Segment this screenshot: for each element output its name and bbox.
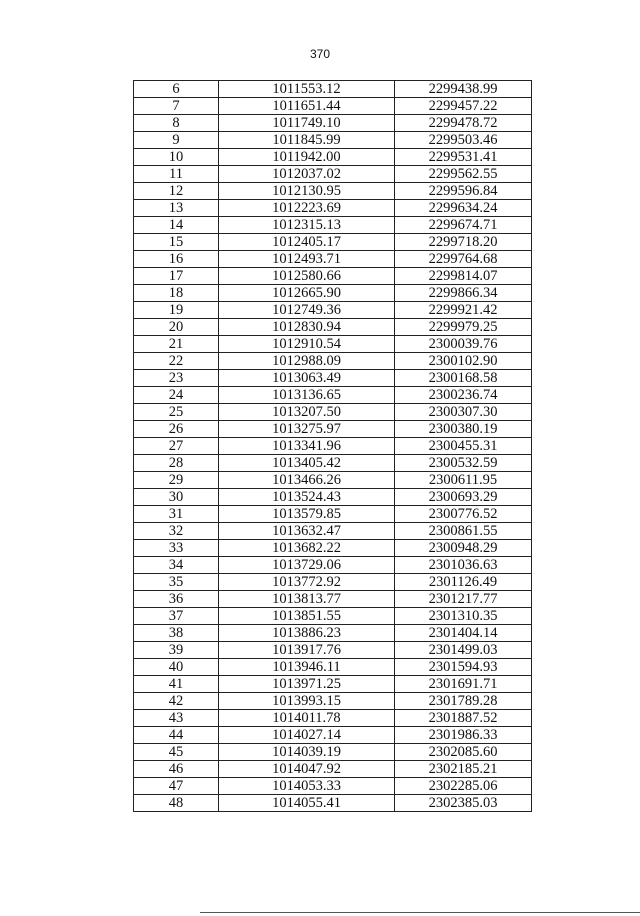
x-coordinate-cell: 1012830.94 xyxy=(219,319,395,336)
x-coordinate-cell: 1012493.71 xyxy=(219,251,395,268)
point-number-cell: 21 xyxy=(134,336,219,353)
y-coordinate-cell: 2299718.20 xyxy=(395,234,532,251)
table-row xyxy=(134,217,532,234)
y-coordinate-cell: 2299562.55 xyxy=(395,166,532,183)
x-coordinate-cell: 1011845.99 xyxy=(219,132,395,149)
point-number-cell: 6 xyxy=(134,81,219,98)
y-coordinate-cell: 2299531.41 xyxy=(395,149,532,166)
x-coordinate-cell: 1013946.11 xyxy=(219,659,395,676)
x-coordinate-cell: 1013207.50 xyxy=(219,404,395,421)
point-number-cell: 31 xyxy=(134,506,219,523)
x-coordinate-cell: 1012988.09 xyxy=(219,353,395,370)
y-coordinate-cell: 2300861.55 xyxy=(395,523,532,540)
table-row xyxy=(134,472,532,489)
coordinates-table xyxy=(133,80,532,812)
table-row xyxy=(134,132,532,149)
table-row xyxy=(134,506,532,523)
point-number-cell: 25 xyxy=(134,404,219,421)
point-number-cell: 26 xyxy=(134,421,219,438)
y-coordinate-cell: 2301310.35 xyxy=(395,608,532,625)
point-number-cell: 30 xyxy=(134,489,219,506)
y-coordinate-cell: 2299457.22 xyxy=(395,98,532,115)
y-coordinate-cell: 2300532.59 xyxy=(395,455,532,472)
table-row xyxy=(134,625,532,642)
y-coordinate-cell: 2301036.63 xyxy=(395,557,532,574)
point-number-cell: 36 xyxy=(134,591,219,608)
table-row xyxy=(134,761,532,778)
y-coordinate-cell: 2301126.49 xyxy=(395,574,532,591)
table-row xyxy=(134,727,532,744)
x-coordinate-cell: 1013579.85 xyxy=(219,506,395,523)
y-coordinate-cell: 2299814.07 xyxy=(395,268,532,285)
table-row xyxy=(134,200,532,217)
table-row xyxy=(134,438,532,455)
point-number-cell: 40 xyxy=(134,659,219,676)
point-number-cell: 29 xyxy=(134,472,219,489)
y-coordinate-cell: 2299921.42 xyxy=(395,302,532,319)
point-number-cell: 18 xyxy=(134,285,219,302)
y-coordinate-cell: 2299596.84 xyxy=(395,183,532,200)
point-number-cell: 44 xyxy=(134,727,219,744)
point-number-cell: 20 xyxy=(134,319,219,336)
table-row xyxy=(134,455,532,472)
table-row xyxy=(134,353,532,370)
point-number-cell: 28 xyxy=(134,455,219,472)
x-coordinate-cell: 1014039.19 xyxy=(219,744,395,761)
table-row xyxy=(134,251,532,268)
table-row xyxy=(134,387,532,404)
point-number-cell: 42 xyxy=(134,693,219,710)
x-coordinate-cell: 1012223.69 xyxy=(219,200,395,217)
y-coordinate-cell: 2299634.24 xyxy=(395,200,532,217)
table-row xyxy=(134,268,532,285)
table-row xyxy=(134,540,532,557)
x-coordinate-cell: 1013063.49 xyxy=(219,370,395,387)
x-coordinate-cell: 1012315.13 xyxy=(219,217,395,234)
x-coordinate-cell: 1013632.47 xyxy=(219,523,395,540)
x-coordinate-cell: 1012130.95 xyxy=(219,183,395,200)
table-row xyxy=(134,98,532,115)
y-coordinate-cell: 2299979.25 xyxy=(395,319,532,336)
y-coordinate-cell: 2301404.14 xyxy=(395,625,532,642)
point-number-cell: 15 xyxy=(134,234,219,251)
x-coordinate-cell: 1013886.23 xyxy=(219,625,395,642)
table-row xyxy=(134,574,532,591)
table-row xyxy=(134,710,532,727)
x-coordinate-cell: 1012749.36 xyxy=(219,302,395,319)
y-coordinate-cell: 2301887.52 xyxy=(395,710,532,727)
y-coordinate-cell: 2301217.77 xyxy=(395,591,532,608)
y-coordinate-cell: 2299764.68 xyxy=(395,251,532,268)
x-coordinate-cell: 1014053.33 xyxy=(219,778,395,795)
table-row xyxy=(134,557,532,574)
table-row xyxy=(134,81,532,98)
point-number-cell: 7 xyxy=(134,98,219,115)
x-coordinate-cell: 1013341.96 xyxy=(219,438,395,455)
y-coordinate-cell: 2301499.03 xyxy=(395,642,532,659)
point-number-cell: 34 xyxy=(134,557,219,574)
table-row xyxy=(134,370,532,387)
x-coordinate-cell: 1013851.55 xyxy=(219,608,395,625)
table-row xyxy=(134,166,532,183)
y-coordinate-cell: 2300168.58 xyxy=(395,370,532,387)
point-number-cell: 11 xyxy=(134,166,219,183)
x-coordinate-cell: 1012580.66 xyxy=(219,268,395,285)
point-number-cell: 45 xyxy=(134,744,219,761)
point-number-cell: 33 xyxy=(134,540,219,557)
y-coordinate-cell: 2300948.29 xyxy=(395,540,532,557)
y-coordinate-cell: 2299478.72 xyxy=(395,115,532,132)
table-row xyxy=(134,778,532,795)
point-number-cell: 38 xyxy=(134,625,219,642)
point-number-cell: 48 xyxy=(134,795,219,812)
point-number-cell: 12 xyxy=(134,183,219,200)
point-number-cell: 16 xyxy=(134,251,219,268)
y-coordinate-cell: 2300693.29 xyxy=(395,489,532,506)
x-coordinate-cell: 1013971.25 xyxy=(219,676,395,693)
point-number-cell: 43 xyxy=(134,710,219,727)
x-coordinate-cell: 1014047.92 xyxy=(219,761,395,778)
y-coordinate-cell: 2302185.21 xyxy=(395,761,532,778)
point-number-cell: 24 xyxy=(134,387,219,404)
x-coordinate-cell: 1011553.12 xyxy=(219,81,395,98)
table-row xyxy=(134,404,532,421)
table-row xyxy=(134,336,532,353)
bottom-rule xyxy=(200,912,640,913)
x-coordinate-cell: 1013729.06 xyxy=(219,557,395,574)
y-coordinate-cell: 2300102.90 xyxy=(395,353,532,370)
point-number-cell: 32 xyxy=(134,523,219,540)
y-coordinate-cell: 2301691.71 xyxy=(395,676,532,693)
y-coordinate-cell: 2299674.71 xyxy=(395,217,532,234)
y-coordinate-cell: 2301986.33 xyxy=(395,727,532,744)
coordinates-table-body xyxy=(134,81,532,812)
x-coordinate-cell: 1013993.15 xyxy=(219,693,395,710)
y-coordinate-cell: 2302285.06 xyxy=(395,778,532,795)
y-coordinate-cell: 2299438.99 xyxy=(395,81,532,98)
y-coordinate-cell: 2299866.34 xyxy=(395,285,532,302)
page-number: 370 xyxy=(309,47,331,61)
point-number-cell: 39 xyxy=(134,642,219,659)
y-coordinate-cell: 2301789.28 xyxy=(395,693,532,710)
point-number-cell: 47 xyxy=(134,778,219,795)
point-number-cell: 22 xyxy=(134,353,219,370)
y-coordinate-cell: 2300611.95 xyxy=(395,472,532,489)
table-row xyxy=(134,608,532,625)
x-coordinate-cell: 1012910.54 xyxy=(219,336,395,353)
point-number-cell: 37 xyxy=(134,608,219,625)
table-row xyxy=(134,523,532,540)
x-coordinate-cell: 1012037.02 xyxy=(219,166,395,183)
x-coordinate-cell: 1013136.65 xyxy=(219,387,395,404)
y-coordinate-cell: 2302085.60 xyxy=(395,744,532,761)
table-row xyxy=(134,591,532,608)
table-row xyxy=(134,302,532,319)
table-row xyxy=(134,489,532,506)
table-row xyxy=(134,149,532,166)
x-coordinate-cell: 1013524.43 xyxy=(219,489,395,506)
x-coordinate-cell: 1013275.97 xyxy=(219,421,395,438)
table-row xyxy=(134,285,532,302)
y-coordinate-cell: 2301594.93 xyxy=(395,659,532,676)
point-number-cell: 41 xyxy=(134,676,219,693)
x-coordinate-cell: 1014055.41 xyxy=(219,795,395,812)
y-coordinate-cell: 2299503.46 xyxy=(395,132,532,149)
x-coordinate-cell: 1013772.92 xyxy=(219,574,395,591)
point-number-cell: 19 xyxy=(134,302,219,319)
table-row xyxy=(134,659,532,676)
point-number-cell: 14 xyxy=(134,217,219,234)
point-number-cell: 13 xyxy=(134,200,219,217)
x-coordinate-cell: 1014011.78 xyxy=(219,710,395,727)
x-coordinate-cell: 1013813.77 xyxy=(219,591,395,608)
x-coordinate-cell: 1011749.10 xyxy=(219,115,395,132)
y-coordinate-cell: 2300455.31 xyxy=(395,438,532,455)
table-row xyxy=(134,319,532,336)
x-coordinate-cell: 1011942.00 xyxy=(219,149,395,166)
table-row xyxy=(134,676,532,693)
point-number-cell: 27 xyxy=(134,438,219,455)
point-number-cell: 9 xyxy=(134,132,219,149)
table-row xyxy=(134,642,532,659)
y-coordinate-cell: 2300380.19 xyxy=(395,421,532,438)
y-coordinate-cell: 2302385.03 xyxy=(395,795,532,812)
table-row xyxy=(134,421,532,438)
point-number-cell: 23 xyxy=(134,370,219,387)
x-coordinate-cell: 1013405.42 xyxy=(219,455,395,472)
point-number-cell: 10 xyxy=(134,149,219,166)
y-coordinate-cell: 2300776.52 xyxy=(395,506,532,523)
point-number-cell: 35 xyxy=(134,574,219,591)
x-coordinate-cell: 1013466.26 xyxy=(219,472,395,489)
point-number-cell: 8 xyxy=(134,115,219,132)
y-coordinate-cell: 2300307.30 xyxy=(395,404,532,421)
table-row xyxy=(134,795,532,812)
table-row xyxy=(134,693,532,710)
point-number-cell: 17 xyxy=(134,268,219,285)
y-coordinate-cell: 2300039.76 xyxy=(395,336,532,353)
table-row xyxy=(134,234,532,251)
x-coordinate-cell: 1012405.17 xyxy=(219,234,395,251)
x-coordinate-cell: 1012665.90 xyxy=(219,285,395,302)
x-coordinate-cell: 1013917.76 xyxy=(219,642,395,659)
y-coordinate-cell: 2300236.74 xyxy=(395,387,532,404)
table-row xyxy=(134,183,532,200)
table-row xyxy=(134,744,532,761)
table-row xyxy=(134,115,532,132)
point-number-cell: 46 xyxy=(134,761,219,778)
x-coordinate-cell: 1011651.44 xyxy=(219,98,395,115)
x-coordinate-cell: 1013682.22 xyxy=(219,540,395,557)
x-coordinate-cell: 1014027.14 xyxy=(219,727,395,744)
